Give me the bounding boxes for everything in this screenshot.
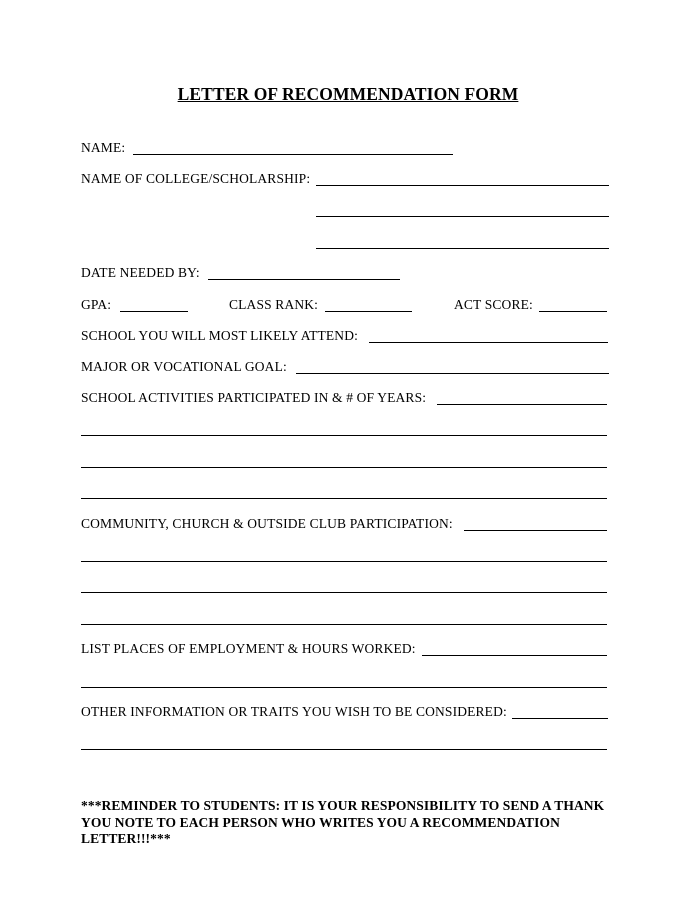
class-rank-label: CLASS RANK: [229, 297, 319, 312]
act-score-field[interactable] [539, 311, 607, 312]
act-score-label: ACT SCORE: [454, 297, 533, 312]
college-field-3[interactable] [316, 248, 609, 249]
activities-field-3[interactable] [81, 467, 607, 468]
date-needed-label: DATE NEEDED BY: [81, 265, 200, 280]
other-info-label: OTHER INFORMATION OR TRAITS YOU WISH TO BE CONSIDERED: [81, 704, 507, 719]
college-field-2[interactable] [316, 216, 609, 217]
college-field-1[interactable] [316, 185, 609, 186]
community-field-1[interactable] [464, 530, 607, 531]
employment-field-2[interactable] [81, 687, 607, 688]
activities-label: SCHOOL ACTIVITIES PARTICIPATED IN & # OF YEARS: [81, 390, 427, 405]
major-label: MAJOR OR VOCATIONAL GOAL: [81, 359, 287, 374]
name-field[interactable] [133, 154, 453, 155]
student-reminder: ***REMINDER TO STUDENTS: IT IS YOUR RESPONSIBILITY TO SEND A THANK YOU NOTE TO EACH PERSON WHO WRITES YOU A RECOMMENDATION LETTER!!!*** [81, 798, 605, 846]
other-info-field-2[interactable] [81, 749, 607, 750]
class-rank-field[interactable] [325, 311, 412, 312]
activities-field-1[interactable] [437, 404, 607, 405]
community-field-3[interactable] [81, 592, 607, 593]
major-field[interactable] [296, 373, 609, 374]
other-info-field-1[interactable] [512, 718, 608, 719]
date-needed-field[interactable] [208, 279, 400, 280]
employment-label: LIST PLACES OF EMPLOYMENT & HOURS WORKED: [81, 641, 416, 656]
college-label: NAME OF COLLEGE/SCHOLARSHIP: [81, 171, 311, 186]
employment-field-1[interactable] [422, 655, 607, 656]
school-attend-label: SCHOOL YOU WILL MOST LIKELY ATTEND: [81, 328, 359, 343]
activities-field-2[interactable] [81, 435, 607, 436]
name-label: NAME: [81, 140, 126, 155]
gpa-label: GPA: [81, 297, 112, 312]
community-field-2[interactable] [81, 561, 607, 562]
school-attend-field[interactable] [369, 342, 608, 343]
community-field-4[interactable] [81, 624, 607, 625]
activities-field-4[interactable] [81, 498, 607, 499]
community-label: COMMUNITY, CHURCH & OUTSIDE CLUB PARTICIPATION: [81, 516, 453, 531]
gpa-field[interactable] [120, 311, 188, 312]
form-title: LETTER OF RECOMMENDATION FORM [177, 84, 519, 104]
